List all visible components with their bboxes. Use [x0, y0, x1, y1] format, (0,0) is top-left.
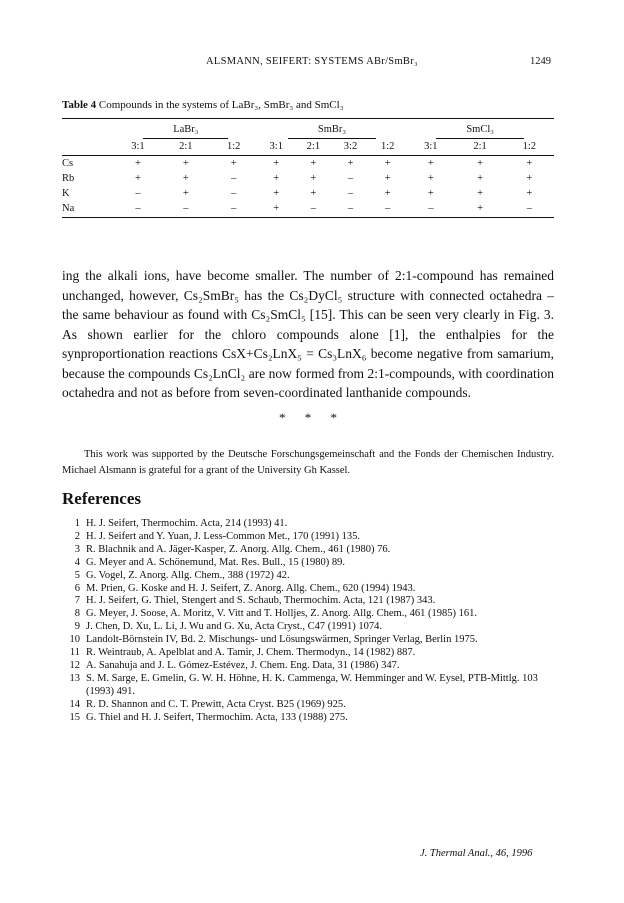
table-cell: – — [347, 173, 354, 184]
reference-item — [62, 712, 554, 725]
reference-item — [62, 544, 554, 557]
table-caption — [62, 99, 344, 111]
table-cell: – — [369, 201, 406, 218]
table-row — [62, 201, 554, 218]
table-cell: – — [231, 173, 237, 184]
reference-item — [62, 647, 554, 660]
table-cell: + — [427, 173, 434, 184]
reference-number: 11 — [69, 647, 80, 659]
reference-text: G. Meyer and A. Schönemund, Mat. Res. Bull., 15 (1980) 89. — [86, 556, 345, 568]
reference-item — [62, 518, 554, 531]
reference-item — [62, 608, 554, 621]
table-cell: + — [477, 173, 483, 184]
reference-number: 1 — [74, 518, 80, 529]
table-ratio-header-row — [62, 139, 554, 156]
table-cell: + — [347, 158, 354, 169]
table-row — [62, 156, 554, 172]
reference-number: 3 — [74, 543, 80, 555]
reference-item — [62, 583, 554, 596]
reference-number: 15 — [69, 711, 80, 723]
references-heading: References — [62, 489, 141, 508]
table-cell: + — [477, 188, 483, 199]
reference-item — [62, 660, 554, 673]
reference-number: 13 — [69, 672, 80, 684]
table-cell: + — [526, 188, 533, 199]
table-row — [62, 171, 554, 186]
page-number: 1249 — [530, 56, 551, 67]
ratio-header: 3:1 — [406, 139, 455, 156]
ratio-header: 3:1 — [258, 139, 295, 156]
reference-text: G. Thiel and H. J. Seifert, Thermochim. Acta, 133 (1988) 275. — [86, 711, 348, 723]
reference-number: 5 — [74, 569, 80, 581]
reference-text: H. J. Seifert and Y. Yuan, J. Less-Common Met., 170 (1991) 135. — [86, 530, 361, 542]
ion-label: Rb — [62, 173, 75, 184]
reference-number: 9 — [74, 621, 80, 633]
table-cell: + — [310, 188, 317, 199]
reference-number: 10 — [69, 634, 80, 646]
reference-text: Landolt-Börnstein IV, Bd. 2. Mischungs- und Lösungswärmen, Springer Verlag, Berlin 1975. — [86, 634, 478, 646]
reference-text: J. Chen, D. Xu, L. Li, J. Wu and G. Xu, Acta Cryst., C47 (1991) 1074. — [86, 621, 382, 633]
reference-number: 6 — [74, 582, 80, 594]
reference-text: M. Prien, G. Koske and H. J. Seifert, Z. Anorg. Allg. Chem., 620 (1994) 1943. — [86, 582, 416, 594]
table-cell: – — [114, 201, 162, 218]
reference-text: R. Weintraub, A. Apelblat and A. Tamir, J. Chem. Thermodyn., 14 (1982) 887. — [86, 647, 416, 659]
system-header: LaBr₃ — [114, 119, 258, 140]
ratio-header: 1:2 — [505, 139, 554, 156]
table-cell: + — [455, 201, 504, 218]
running-header — [0, 56, 624, 72]
table-cell: + — [273, 158, 280, 169]
table-system-header-row — [62, 119, 554, 140]
table-cell: + — [230, 158, 237, 169]
table-cell: + — [182, 188, 189, 199]
table-cell: + — [427, 188, 434, 199]
system-header: SmCl₃ — [406, 119, 554, 140]
compounds-table — [62, 118, 554, 218]
table-caption-text: Compounds in the systems of LaBr₃, SmBr₃ and SmCl₃ — [98, 99, 344, 111]
reference-item — [62, 634, 554, 647]
ratio-header: 1:2 — [210, 139, 258, 156]
table-cell: + — [182, 158, 189, 169]
reference-item — [62, 557, 554, 570]
table-cell: + — [258, 201, 295, 218]
table-cell: + — [384, 188, 391, 199]
running-title: ALSMANN, SEIFERT: SYSTEMS ABr/SmBr₃ — [206, 56, 418, 67]
table-cell: + — [134, 173, 141, 184]
reference-number: 14 — [69, 698, 80, 710]
ion-label: Cs — [62, 158, 74, 169]
table-cell: – — [162, 201, 210, 218]
reference-text: R. D. Shannon and C. T. Prewitt, Acta Cryst. B25 (1969) 925. — [86, 698, 346, 710]
reference-text: G. Meyer, J. Soose, A. Moritz, V. Vitt and T. Holljes, Z. Anorg. Allg. Chem., 461 (1985) 161. — [86, 608, 477, 620]
table-cell: – — [332, 201, 369, 218]
table-cell: + — [310, 158, 317, 169]
reference-text: R. Blachnik and A. Jäger-Kasper, Z. Anorg. Allg. Chem., 461 (1980) 76. — [86, 543, 391, 555]
table-cell: + — [182, 173, 189, 184]
ratio-header: 3:2 — [332, 139, 369, 156]
reference-text: H. J. Seifert, G. Thiel, Stengert and S. Schaub, Thermochim. Acta, 121 (1987) 343. — [86, 595, 436, 607]
table-cell: + — [134, 158, 141, 169]
table-cell: + — [384, 173, 391, 184]
table-cell: + — [526, 158, 533, 169]
table-cell: – — [505, 201, 554, 218]
reference-number: 4 — [74, 556, 80, 568]
table-cell: + — [427, 158, 434, 169]
reference-number: 2 — [74, 530, 80, 542]
body-paragraph: ing the alkali ions, have become smaller. The number of 2:1-compound has remained unchanged, however, Cs₂SmBr₅ has the Cs₂DyCl₅ structure with connected octahedra – the same behaviour as found with Cs₂SmCl₅ [15]. This can be seen very clearly in Fig. 3. As shown earlier for the chloro compounds alone [1], the enthalpies for the synproportionation reactions CsX+Cs₂LnX₅ = Cs₃LnX₆ become negative from samarium, because the compounds Cs₂LnCl₂ are now formed from 2:1-compounds, with coordination octahedra and not as before from seven-coordinated lanthanide compounds. — [62, 268, 554, 400]
table-cell: + — [273, 188, 280, 199]
table-cell: – — [295, 201, 332, 218]
table-cell: – — [210, 201, 258, 218]
table-row — [62, 186, 554, 201]
reference-item — [62, 621, 554, 634]
table-cell: + — [310, 173, 317, 184]
ratio-header: 2:1 — [162, 139, 210, 156]
reference-text: S. M. Sarge, E. Gmelin, G. W. H. Höhne, H. K. Cammenga, W. Hemminger and W. Eysel, PTB-Mittlg. 103 (1993) 491. — [86, 672, 538, 697]
table-cell: – — [406, 201, 455, 218]
section-separator: * * * — [279, 410, 345, 425]
table-cell: – — [347, 188, 354, 199]
ratio-header: 2:1 — [295, 139, 332, 156]
journal-footer: J. Thermal Anal., 46, 1996 — [420, 848, 533, 859]
table-cell: + — [384, 158, 391, 169]
table-caption-label: Table 4 — [62, 99, 97, 111]
table-cell: + — [477, 158, 483, 169]
reference-item — [62, 570, 554, 583]
acknowledgement-paragraph: This work was supported by the Deutsche Forschungsgemeinschaft and the Fonds der Chemischen Industry. Michael Alsmann is grateful for a grant of the University Gh Kassel. — [62, 449, 554, 476]
reference-number: 7 — [74, 595, 80, 607]
reference-item — [62, 699, 554, 712]
reference-item — [62, 595, 554, 608]
table-cell: – — [231, 188, 237, 199]
reference-text: A. Sanahuja and J. L. Gómez-Estévez, J. Chem. Eng. Data, 31 (1986) 347. — [86, 659, 400, 671]
ratio-header: 2:1 — [455, 139, 504, 156]
ratio-header: 3:1 — [114, 139, 162, 156]
table-cell: + — [273, 173, 280, 184]
ion-label: K — [62, 188, 70, 199]
reference-item — [62, 531, 554, 544]
table-cell: – — [135, 188, 141, 199]
reference-number: 12 — [69, 659, 80, 671]
reference-item — [62, 673, 554, 699]
references-list — [62, 518, 554, 725]
ratio-header: 1:2 — [369, 139, 406, 156]
system-header: SmBr₃ — [258, 119, 407, 140]
table-cell: + — [526, 173, 533, 184]
reference-text: G. Vogel, Z. Anorg. Allg. Chem., 388 (1972) 42. — [86, 569, 290, 581]
reference-number: 8 — [74, 608, 80, 620]
ion-label: Na — [62, 201, 114, 218]
reference-text: H. J. Seifert, Thermochim. Acta, 214 (1993) 41. — [86, 518, 288, 529]
